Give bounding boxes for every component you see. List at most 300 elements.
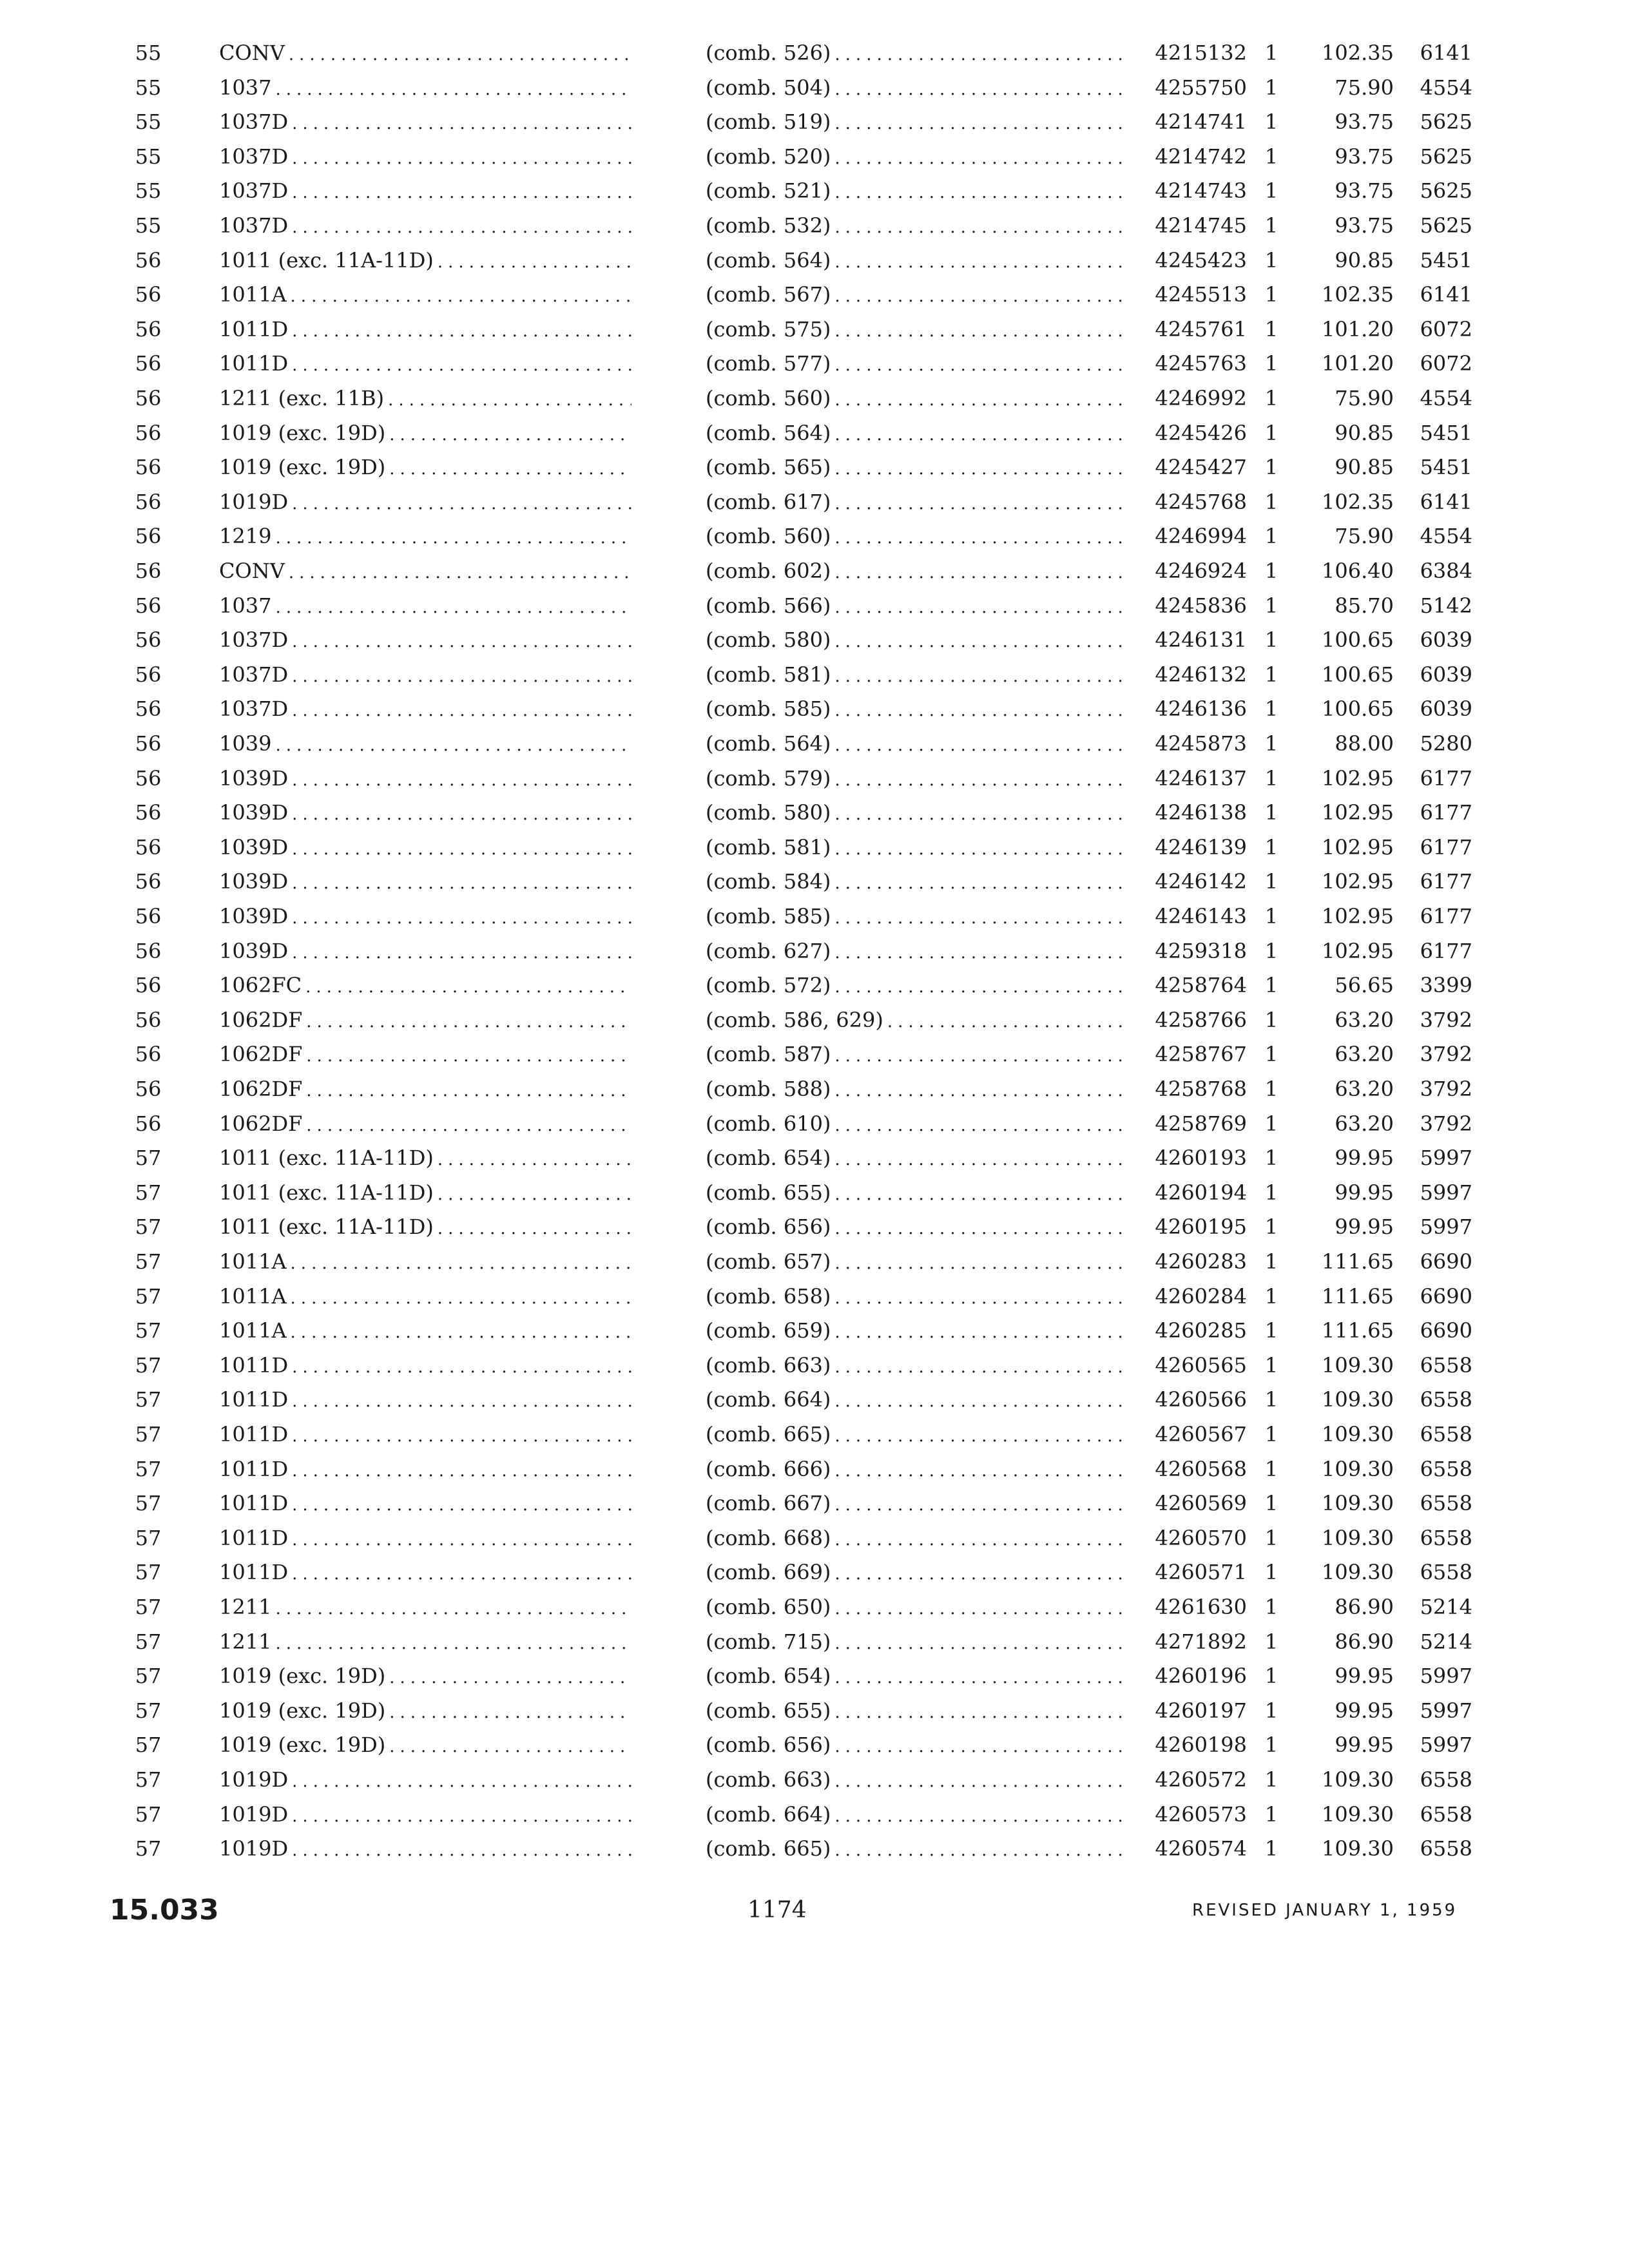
price: 111.65	[1322, 1283, 1394, 1309]
dot-leader	[834, 452, 1124, 485]
model-cell	[219, 934, 631, 968]
combination-cell	[706, 70, 1124, 105]
combination-cell	[706, 1727, 1124, 1762]
model-cell-text: 1037D	[219, 213, 289, 238]
model-year: 57	[135, 1698, 162, 1723]
model-cell-text: 1011D	[219, 1560, 289, 1585]
dot-leader	[389, 1729, 631, 1762]
model-year: 55	[135, 144, 162, 169]
model-year: 57	[135, 1387, 162, 1412]
model-year: 56	[135, 524, 162, 549]
dot-leader	[292, 659, 631, 692]
model-cell-text: 1062DF	[219, 1042, 303, 1067]
price: 90.85	[1335, 420, 1394, 445]
quantity: 1	[1264, 1422, 1278, 1446]
combination-cell	[706, 691, 1124, 726]
quantity: 1	[1264, 420, 1278, 445]
price-code: 6141	[1420, 489, 1472, 514]
price-code: 5997	[1420, 1215, 1472, 1240]
model-year: 56	[135, 869, 162, 894]
price-code: 5214	[1420, 1595, 1472, 1619]
combination-cell-text: (comb. 526)	[706, 41, 831, 65]
quantity: 1	[1264, 1007, 1278, 1032]
dot-leader	[438, 1211, 631, 1244]
price: 109.30	[1322, 1767, 1394, 1792]
table-row	[0, 1521, 1629, 1555]
dot-leader	[834, 1626, 1124, 1659]
model-cell-text: 1039D	[219, 904, 289, 928]
model-year: 57	[135, 1215, 162, 1240]
quantity: 1	[1264, 213, 1278, 238]
model-year: 57	[135, 1836, 162, 1861]
dot-leader	[834, 1246, 1124, 1279]
model-cell	[219, 622, 631, 657]
price-code: 6072	[1420, 351, 1472, 376]
model-cell	[219, 1106, 631, 1141]
table-row	[0, 35, 1629, 70]
quantity: 1	[1264, 1318, 1278, 1343]
combination-cell	[706, 622, 1124, 657]
dot-leader	[834, 1764, 1124, 1797]
price: 93.75	[1335, 178, 1394, 204]
combination-cell-text: (comb. 504)	[706, 75, 831, 100]
model-cell	[219, 1417, 631, 1452]
model-year: 56	[135, 628, 162, 653]
dot-leader	[834, 1557, 1124, 1590]
table-row	[0, 381, 1629, 416]
model-year: 55	[135, 178, 162, 204]
price: 63.20	[1335, 1111, 1394, 1136]
part-number: 4260193	[1155, 1146, 1247, 1171]
price-code: 5997	[1420, 1733, 1472, 1758]
combination-cell-text: (comb. 581)	[706, 834, 831, 860]
price: 56.65	[1335, 973, 1394, 998]
price-code: 6690	[1420, 1283, 1472, 1309]
dot-leader	[291, 1246, 631, 1279]
model-cell-text: 1039D	[219, 800, 289, 825]
model-cell-text: 1011 (exc. 11A-11D)	[219, 247, 434, 273]
model-cell	[219, 1140, 631, 1175]
price-code: 5451	[1420, 247, 1472, 273]
price: 93.75	[1335, 213, 1394, 238]
part-number: 4214743	[1155, 178, 1247, 204]
model-year: 57	[135, 1802, 162, 1827]
model-year: 56	[135, 386, 162, 410]
model-year: 57	[135, 1456, 162, 1481]
table-row	[0, 1382, 1629, 1417]
combination-cell-text: (comb. 567)	[706, 282, 831, 307]
table-row	[0, 899, 1629, 934]
price: 85.70	[1335, 593, 1394, 618]
table-row	[0, 1417, 1629, 1452]
price: 99.95	[1335, 1146, 1394, 1171]
price-code: 6558	[1420, 1525, 1472, 1550]
combination-cell-text: (comb. 659)	[706, 1318, 831, 1343]
table-row	[0, 208, 1629, 243]
model-cell-text: 1211	[219, 1629, 272, 1654]
combination-cell	[706, 173, 1124, 208]
quantity: 1	[1264, 1180, 1278, 1205]
model-year: 56	[135, 938, 162, 963]
combination-cell	[706, 1140, 1124, 1175]
model-year: 57	[135, 1180, 162, 1205]
model-cell	[219, 243, 631, 278]
dot-leader	[834, 1281, 1124, 1314]
part-number: 4246992	[1155, 386, 1247, 410]
price-code: 6558	[1420, 1491, 1472, 1516]
combination-cell	[706, 830, 1124, 865]
dot-leader	[292, 1488, 631, 1521]
dot-leader	[275, 72, 631, 105]
price: 63.20	[1335, 1007, 1394, 1032]
price-code: 6690	[1420, 1318, 1472, 1343]
model-cell-text: 1037D	[219, 628, 289, 653]
dot-leader	[292, 348, 631, 381]
combination-cell	[706, 1797, 1124, 1832]
quantity: 1	[1264, 386, 1278, 410]
dot-leader	[834, 106, 1124, 139]
combination-cell-text: (comb. 521)	[706, 178, 831, 204]
combination-cell	[706, 761, 1124, 796]
table-row	[0, 1452, 1629, 1486]
table-row	[0, 519, 1629, 553]
combination-cell	[706, 657, 1124, 692]
model-cell-text: 1019 (exc. 19D)	[219, 1664, 386, 1689]
table-row	[0, 1313, 1629, 1348]
combination-cell-text: (comb. 664)	[706, 1802, 831, 1827]
dot-leader	[275, 728, 631, 761]
combination-cell-text: (comb. 668)	[706, 1525, 831, 1550]
price-code: 5625	[1420, 213, 1472, 238]
price: 109.30	[1322, 1802, 1394, 1827]
model-cell	[219, 1037, 631, 1072]
model-year: 55	[135, 213, 162, 238]
price: 93.75	[1335, 110, 1394, 135]
model-cell-text: 1011 (exc. 11A-11D)	[219, 1146, 434, 1171]
revision-date: REVISED JANUARY 1, 1959	[1192, 1901, 1458, 1920]
model-cell	[219, 173, 631, 208]
dot-leader	[306, 1073, 631, 1106]
part-number: 4258768	[1155, 1077, 1247, 1101]
model-year: 56	[135, 559, 162, 583]
table-row	[0, 830, 1629, 865]
dot-leader	[291, 279, 631, 312]
model-cell	[219, 104, 631, 139]
model-cell-text: 1037	[219, 593, 272, 618]
part-number: 4260570	[1155, 1525, 1247, 1550]
model-year: 57	[135, 1664, 162, 1689]
combination-cell-text: (comb. 667)	[706, 1491, 831, 1516]
price-code: 6558	[1420, 1352, 1472, 1378]
model-cell	[219, 70, 631, 105]
dot-leader	[389, 418, 631, 450]
model-year: 57	[135, 1318, 162, 1343]
combination-cell	[706, 1521, 1124, 1555]
combination-cell-text: (comb. 580)	[706, 628, 831, 653]
page-number: 1174	[747, 1897, 807, 1923]
dot-leader	[834, 383, 1124, 416]
price-code: 6177	[1420, 869, 1472, 894]
model-year: 56	[135, 697, 162, 722]
dot-leader	[292, 1799, 631, 1832]
model-cell-text: 1011D	[219, 1456, 289, 1481]
dot-leader	[834, 1488, 1124, 1521]
table-row	[0, 104, 1629, 139]
dot-leader	[289, 555, 631, 588]
price: 99.95	[1335, 1215, 1394, 1240]
price-code: 5214	[1420, 1629, 1472, 1654]
price-code: 6177	[1420, 765, 1472, 791]
dot-leader	[292, 1350, 631, 1383]
part-number: 4245873	[1155, 731, 1247, 756]
model-cell-text: 1011A	[219, 1318, 287, 1343]
price: 102.95	[1322, 938, 1394, 963]
price-code: 5451	[1420, 420, 1472, 445]
price-code: 5997	[1420, 1146, 1472, 1171]
quantity: 1	[1264, 1456, 1278, 1481]
table-row	[0, 968, 1629, 1003]
quantity: 1	[1264, 628, 1278, 653]
dot-leader	[292, 141, 631, 174]
price-code: 6141	[1420, 282, 1472, 307]
model-year: 57	[135, 1525, 162, 1550]
price-code: 3792	[1420, 1077, 1472, 1101]
model-cell-text: 1211 (exc. 11B)	[219, 386, 385, 410]
model-cell-text: 1011D	[219, 1422, 289, 1446]
model-cell-text: 1037D	[219, 110, 289, 135]
dot-leader	[834, 728, 1124, 761]
model-cell-text: 1011D	[219, 1491, 289, 1516]
price-code: 5625	[1420, 110, 1472, 135]
dot-leader	[834, 970, 1124, 1003]
combination-cell	[706, 726, 1124, 761]
dot-leader	[292, 832, 631, 865]
combination-cell-text: (comb. 585)	[706, 697, 831, 722]
model-year: 57	[135, 1422, 162, 1446]
price-code: 6558	[1420, 1767, 1472, 1792]
table-row	[0, 139, 1629, 174]
quantity: 1	[1264, 144, 1278, 169]
model-cell-text: 1011D	[219, 1387, 289, 1412]
dot-leader	[292, 210, 631, 243]
model-cell	[219, 1590, 631, 1624]
combination-cell-text: (comb. 657)	[706, 1249, 831, 1274]
dot-leader	[834, 901, 1124, 934]
dot-leader	[834, 141, 1124, 174]
model-cell	[219, 450, 631, 485]
model-cell	[219, 139, 631, 174]
model-year: 56	[135, 489, 162, 514]
table-row	[0, 1209, 1629, 1244]
part-number: 4260568	[1155, 1456, 1247, 1481]
combination-cell	[706, 864, 1124, 899]
part-number: 4246143	[1155, 904, 1247, 928]
model-year: 57	[135, 1767, 162, 1792]
combination-cell-text: (comb. 654)	[706, 1146, 831, 1171]
price-code: 3792	[1420, 1111, 1472, 1136]
part-number: 4246136	[1155, 697, 1247, 722]
dot-leader	[834, 1350, 1124, 1383]
combination-cell	[706, 1658, 1124, 1693]
quantity: 1	[1264, 1698, 1278, 1723]
dot-leader	[834, 1523, 1124, 1555]
combination-cell-text: (comb. 655)	[706, 1180, 831, 1205]
quantity: 1	[1264, 834, 1278, 860]
combination-cell-text: (comb. 665)	[706, 1422, 831, 1446]
combination-cell-text: (comb. 566)	[706, 593, 831, 618]
combination-cell	[706, 1693, 1124, 1728]
model-cell	[219, 1797, 631, 1832]
part-number: 4245427	[1155, 455, 1247, 480]
price: 102.95	[1322, 765, 1394, 791]
quantity: 1	[1264, 75, 1278, 100]
dot-leader	[289, 37, 631, 70]
dot-leader	[292, 866, 631, 899]
model-cell	[219, 1555, 631, 1590]
model-cell	[219, 726, 631, 761]
part-number: 4246142	[1155, 869, 1247, 894]
combination-cell	[706, 277, 1124, 312]
combination-cell-text: (comb. 564)	[706, 247, 831, 273]
price-code: 5997	[1420, 1698, 1472, 1723]
dot-leader	[834, 314, 1124, 347]
dot-leader	[834, 245, 1124, 278]
price: 102.95	[1322, 904, 1394, 928]
combination-cell	[706, 1348, 1124, 1383]
model-cell	[219, 1244, 631, 1279]
part-number: 4260284	[1155, 1283, 1247, 1309]
quantity: 1	[1264, 1560, 1278, 1585]
model-year: 56	[135, 765, 162, 791]
table-row	[0, 622, 1629, 657]
price-code: 5142	[1420, 593, 1472, 618]
dot-leader	[438, 1177, 631, 1210]
part-number: 4260196	[1155, 1664, 1247, 1689]
table-row	[0, 1072, 1629, 1106]
dot-leader	[834, 866, 1124, 899]
combination-cell-text: (comb. 565)	[706, 455, 831, 480]
part-number: 4258767	[1155, 1042, 1247, 1067]
price: 86.90	[1335, 1629, 1394, 1654]
dot-leader	[275, 1591, 631, 1624]
table-row	[0, 277, 1629, 312]
model-year: 56	[135, 351, 162, 376]
model-cell	[219, 381, 631, 416]
price: 99.95	[1335, 1180, 1394, 1205]
model-cell	[219, 416, 631, 450]
price-code: 6039	[1420, 662, 1472, 687]
quantity: 1	[1264, 1836, 1278, 1861]
dot-leader	[292, 693, 631, 726]
combination-cell-text: (comb. 560)	[706, 524, 831, 549]
quantity: 1	[1264, 1146, 1278, 1171]
dot-leader	[834, 1177, 1124, 1210]
dot-leader	[389, 1695, 631, 1728]
price-code: 3792	[1420, 1007, 1472, 1032]
dot-leader	[292, 1523, 631, 1555]
quantity: 1	[1264, 973, 1278, 998]
price: 106.40	[1322, 559, 1394, 583]
part-number: 4245426	[1155, 420, 1247, 445]
model-cell	[219, 553, 631, 588]
part-number: 4260195	[1155, 1215, 1247, 1240]
combination-cell-text: (comb. 579)	[706, 765, 831, 791]
part-number: 4246139	[1155, 834, 1247, 860]
model-cell	[219, 208, 631, 243]
part-number: 4214742	[1155, 144, 1247, 169]
part-number: 4259318	[1155, 938, 1247, 963]
combination-cell	[706, 381, 1124, 416]
dot-leader	[291, 1281, 631, 1314]
model-year: 57	[135, 1733, 162, 1758]
model-cell-text: 1019 (exc. 19D)	[219, 455, 386, 480]
part-number: 4260565	[1155, 1352, 1247, 1378]
dot-leader	[834, 1315, 1124, 1348]
model-cell-text: CONV	[219, 41, 285, 65]
price-code: 6558	[1420, 1387, 1472, 1412]
quantity: 1	[1264, 1664, 1278, 1689]
section-number: 15.033	[110, 1894, 219, 1927]
model-cell-text: 1062DF	[219, 1007, 303, 1032]
price-code: 6384	[1420, 559, 1472, 583]
combination-cell-text: (comb. 564)	[706, 731, 831, 756]
model-cell	[219, 968, 631, 1003]
model-year: 56	[135, 834, 162, 860]
model-cell	[219, 1831, 631, 1866]
combination-cell	[706, 485, 1124, 519]
quantity: 1	[1264, 1525, 1278, 1550]
combination-cell-text: (comb. 560)	[706, 386, 831, 410]
part-number: 4261630	[1155, 1595, 1247, 1619]
model-cell-text: 1211	[219, 1595, 272, 1619]
quantity: 1	[1264, 489, 1278, 514]
model-year: 56	[135, 1077, 162, 1101]
model-cell	[219, 35, 631, 70]
price: 109.30	[1322, 1456, 1394, 1481]
price: 75.90	[1335, 75, 1394, 100]
model-cell-text: 1039D	[219, 869, 289, 894]
combination-cell-text: (comb. 663)	[706, 1352, 831, 1378]
model-cell-text: 1062FC	[219, 973, 302, 998]
combination-cell-text: (comb. 577)	[706, 351, 831, 376]
dot-leader	[834, 555, 1124, 588]
model-year: 57	[135, 1491, 162, 1516]
model-year: 57	[135, 1249, 162, 1274]
price: 109.30	[1322, 1525, 1394, 1550]
model-year: 57	[135, 1595, 162, 1619]
dot-leader	[834, 1695, 1124, 1728]
combination-cell-text: (comb. 655)	[706, 1698, 831, 1723]
table-row	[0, 691, 1629, 726]
model-cell	[219, 1486, 631, 1521]
model-cell-text: 1011D	[219, 1525, 289, 1550]
part-number: 4260197	[1155, 1698, 1247, 1723]
quantity: 1	[1264, 1111, 1278, 1136]
dot-leader	[438, 245, 631, 278]
dot-leader	[834, 797, 1124, 830]
price-code: 5997	[1420, 1664, 1472, 1689]
price: 100.65	[1322, 628, 1394, 653]
dot-leader	[291, 1315, 631, 1348]
combination-cell-text: (comb. 666)	[706, 1456, 831, 1481]
combination-cell	[706, 795, 1124, 830]
table-row	[0, 450, 1629, 485]
quantity: 1	[1264, 697, 1278, 722]
table-row	[0, 1658, 1629, 1693]
model-cell	[219, 1175, 631, 1210]
combination-cell-text: (comb. 654)	[706, 1664, 831, 1689]
model-cell	[219, 1624, 631, 1659]
